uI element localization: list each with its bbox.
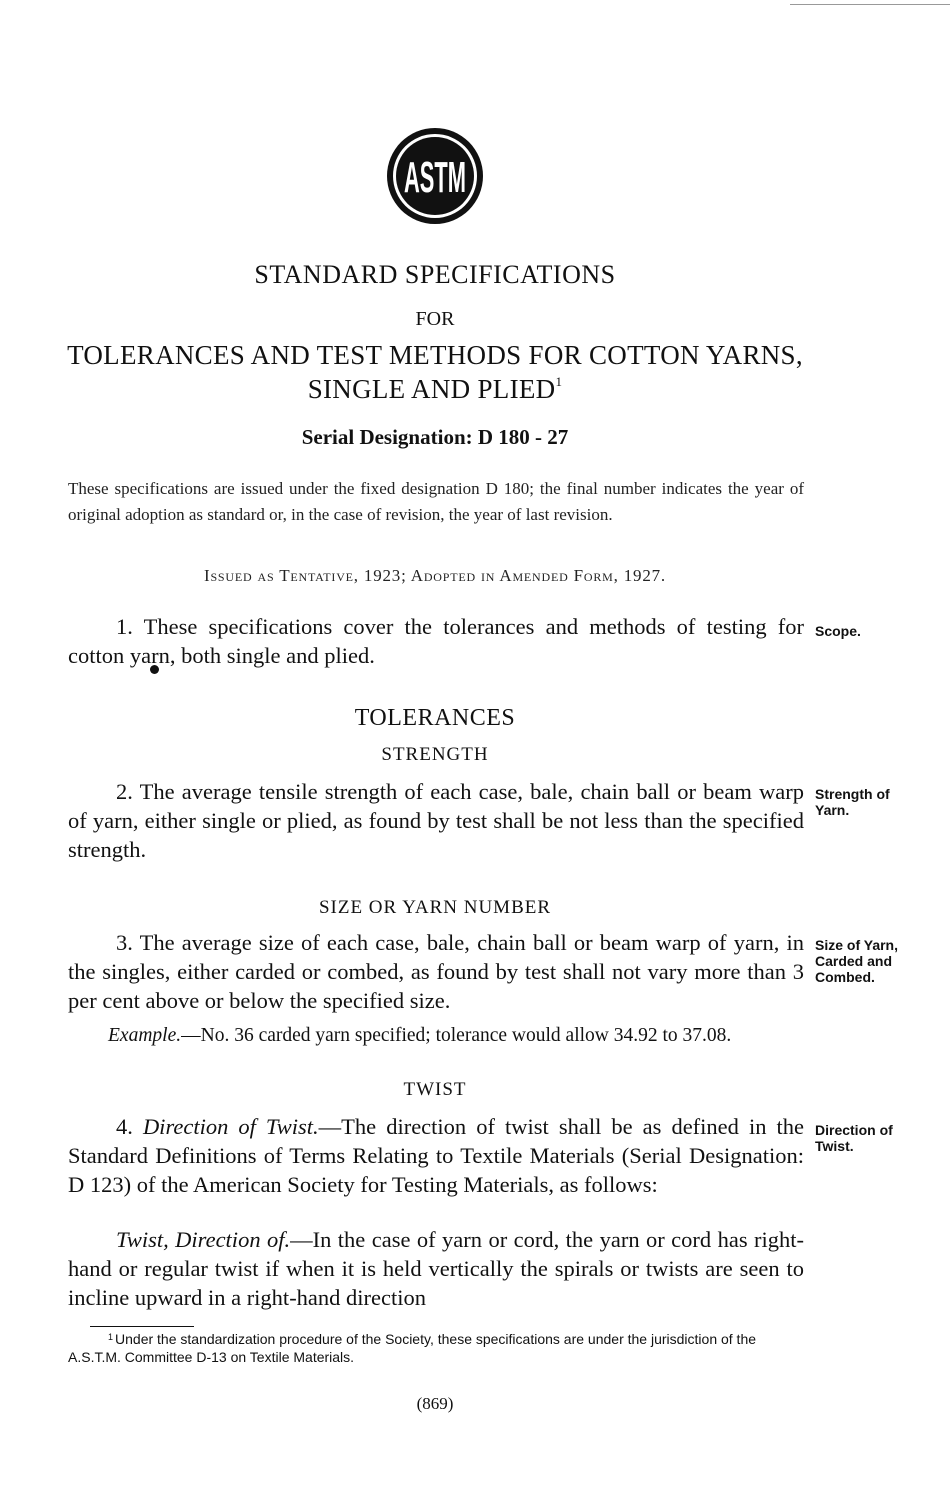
title-sub-line1: TOLERANCES AND TEST METHODS FOR COTTON YARNS, (67, 340, 803, 370)
margin-size-line2: Carded and (815, 953, 893, 969)
page-number: (869) (416, 1394, 454, 1413)
footnote-rule (90, 1326, 194, 1327)
margin-strength-line1: Strength of (815, 786, 890, 802)
title-sub-line2-text: SINGLE AND PLIED (307, 374, 556, 404)
margin-twist-line2: Twist. (815, 1138, 854, 1154)
twist-lead: Direction of Twist. (142, 1114, 319, 1139)
margin-twist-line1: Direction of (815, 1122, 893, 1138)
margin-scope: Scope. (815, 623, 861, 639)
title-main: STANDARD SPECIFICATIONS (254, 260, 616, 289)
margin-size (815, 937, 898, 985)
title-for: FOR (415, 308, 455, 330)
twist-heading: TWIST (403, 1079, 467, 1100)
tolerances-heading: TOLERANCES (354, 705, 516, 731)
svg-text:ASTM: ASTM (404, 153, 466, 202)
title-sub-line2 (0, 374, 870, 405)
twist-definition-paragraph (68, 1225, 804, 1312)
twist-number: 4. (116, 1114, 133, 1139)
twist-def-text: —In the case of yarn or cord, the yarn or cord has right-hand or regular twist if when it is held vertically the spirals or twists are seen to incline upward in a right-hand direction (68, 1227, 804, 1310)
twist-def-lead: Twist, Direction of. (116, 1227, 291, 1252)
strength-heading: STRENGTH (381, 744, 489, 765)
strength-text: 2. The average tensile strength of each case, bale, chain ball or beam warp of yarn, either single or plied, as found by test shall be not less than the specified strength. (68, 779, 804, 862)
astm-logo (385, 126, 485, 226)
margin-strength-line2: Yarn. (815, 802, 850, 818)
size-heading: SIZE OR YARN NUMBER (318, 897, 552, 918)
example-text: —No. 36 carded yarn specified; tolerance would allow 34.92 to 37.08. (181, 1025, 732, 1046)
strength-paragraph (68, 777, 804, 864)
issued-line: Issued as Tentative, 1923; Adopted in Amended Form, 1927. (204, 566, 666, 585)
footnote-text: Under the standardization procedure of the Society, these specifications are under the jurisdiction of the A.S.T.M. Committee D-13 on Textile Materials. (68, 1331, 757, 1365)
size-text: 3. The average size of each case, bale, chain ball or beam warp of yarn, in the singles, either carded or combed, as found by test shall not vary more than 3 per cent above or below the specified size. (68, 930, 804, 1013)
margin-size-line1: Size of Yarn, (815, 937, 898, 953)
scan-edge-line (790, 4, 950, 5)
example-paragraph (68, 1022, 804, 1049)
issue-note: These specifications are issued under the fixed designation D 180; the final number indicates the year of original adoption as standard or, in the case of revision, the year of last revision. (68, 479, 804, 524)
serial-designation: Serial Designation: D 180 - 27 (301, 425, 569, 449)
footnote-marker: 1 (108, 1332, 114, 1342)
margin-size-line3: Combed. (815, 969, 875, 985)
example-label: Example. (108, 1025, 182, 1046)
margin-strength (815, 786, 890, 818)
twist-paragraph (68, 1112, 804, 1199)
footnote (68, 1328, 808, 1366)
footnote-ref: 1 (555, 374, 563, 389)
scope-text: 1. These specifications cover the tolerances and methods of testing for cotton yarn, both single and plied. (68, 614, 804, 668)
margin-twist (815, 1122, 893, 1154)
twist-text: —The direction of twist shall be as defined in the Standard Definitions of Terms Relating to Textile Materials (Serial Designation: D 123) of the American Society for Testing Materials, as follows: (68, 1114, 804, 1197)
scope-paragraph (68, 612, 804, 670)
size-paragraph (68, 928, 804, 1015)
